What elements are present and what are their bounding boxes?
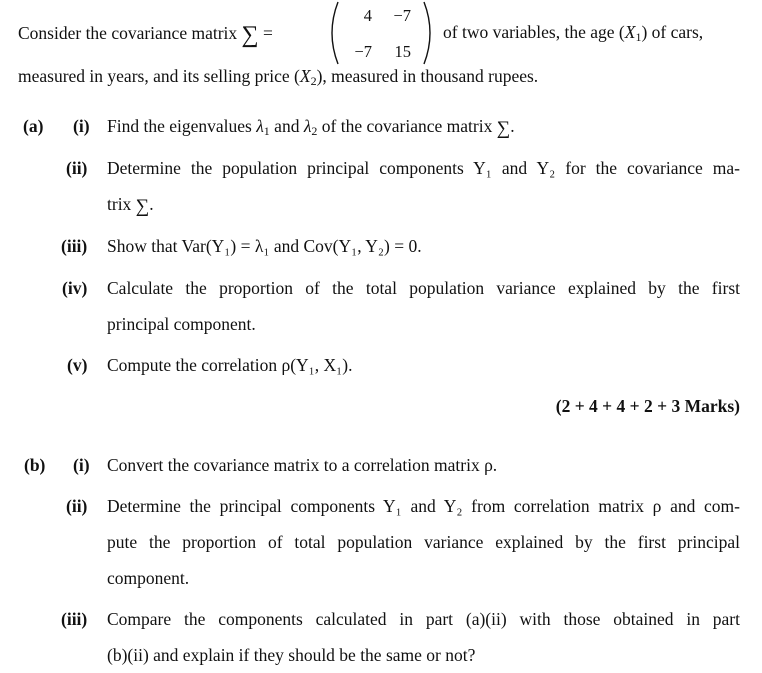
part-a-ii-period: . <box>149 194 154 214</box>
matrix-cell-r1c1: 4 <box>363 6 372 25</box>
part-a-ii-line-1: Determine the population principal components Y₁ and Y₂ for the covariance ma- <box>107 158 740 178</box>
part-a-iv-line-2: principal component. <box>107 314 256 334</box>
part-b-ii-number: (ii) <box>66 496 88 516</box>
part-a-iv-number: (iv) <box>62 278 88 298</box>
part-a-ii-number: (ii) <box>66 158 88 178</box>
sigma-symbol: ∑ <box>241 22 259 48</box>
part-b-iii-number: (iii) <box>61 609 88 629</box>
x1-subscript: 1 <box>635 30 642 44</box>
x1-variable: X <box>624 22 636 42</box>
intro-text-1: Consider the covariance matrix <box>18 23 238 43</box>
matrix-cell-r1c2: −7 <box>393 6 411 25</box>
part-b-i-number: (i) <box>73 455 90 475</box>
part-a-v-number: (v) <box>67 355 88 375</box>
intro-text-4: measured in years, and its selling price ( <box>18 66 300 86</box>
lambda-2: λ <box>303 116 312 136</box>
part-a-iv-line-1: Calculate the proportion of the total population variance explained by the first <box>107 278 740 298</box>
part-a-label: (a) <box>23 116 44 136</box>
lambda-2-subscript: 2 <box>311 124 318 138</box>
part-b-iii-line-1: Compare the components calculated in part (a)(ii) with those obtained in part <box>107 609 740 629</box>
lambda-1-subscript: 1 <box>263 124 270 138</box>
intro-line-2 <box>18 66 538 89</box>
part-a-ii-line-2 <box>107 194 154 218</box>
intro-text-5: ), measured in thousand rupees. <box>316 66 539 86</box>
part-a-i-text-2: and <box>269 116 304 136</box>
intro-text-2: of two variables, the age ( <box>443 22 625 42</box>
sigma-symbol: ∑ <box>496 118 511 139</box>
covariance-matrix <box>328 0 434 66</box>
part-b-iii-line-2: (b)(ii) and explain if they should be the same or not? <box>107 645 476 665</box>
part-a-i-text-4: . <box>510 116 515 136</box>
part-b-ii-line-2: pute the proportion of total population variance explained by the first principal <box>107 532 740 552</box>
part-b-i-text: Convert the covariance matrix to a correlation matrix ρ. <box>107 455 498 475</box>
part-b-label: (b) <box>24 455 46 475</box>
lambda-1: λ <box>256 116 264 136</box>
matrix-cell-r2c1: −7 <box>354 42 372 61</box>
part-a-v-text: Compute the correlation ρ(Y₁, X₁). <box>107 355 353 375</box>
matrix-cell-r2c2: 15 <box>394 42 411 61</box>
intro-line-1-cont <box>443 22 703 45</box>
part-a-i-text-1: Find the eigenvalues <box>107 116 257 136</box>
part-b-ii-line-3: component. <box>107 568 190 588</box>
part-a-i-number: (i) <box>73 116 90 136</box>
equals-sign: = <box>263 23 273 43</box>
part-a-i-text-3: of the covariance matrix <box>317 116 497 136</box>
part-a-iii-text: Show that Var(Y₁) = λ₁ and Cov(Y₁, Y₂) = 0. <box>107 236 422 256</box>
part-a-i-text <box>107 116 515 140</box>
part-b-ii-line-1: Determine the principal components Y₁ and Y₂ from correlation matrix ρ and com- <box>107 496 740 516</box>
x2-variable: X <box>299 66 311 86</box>
intro-line-1 <box>18 22 273 49</box>
x2-subscript: 2 <box>310 74 317 88</box>
sigma-symbol: ∑ <box>135 196 150 217</box>
part-a-iii-number: (iii) <box>61 236 88 256</box>
intro-text-3: ) of cars, <box>641 22 704 42</box>
part-a-marks: (2 + 4 + 4 + 2 + 3 Marks) <box>555 396 740 416</box>
part-a-ii-text: trix <box>107 194 136 214</box>
